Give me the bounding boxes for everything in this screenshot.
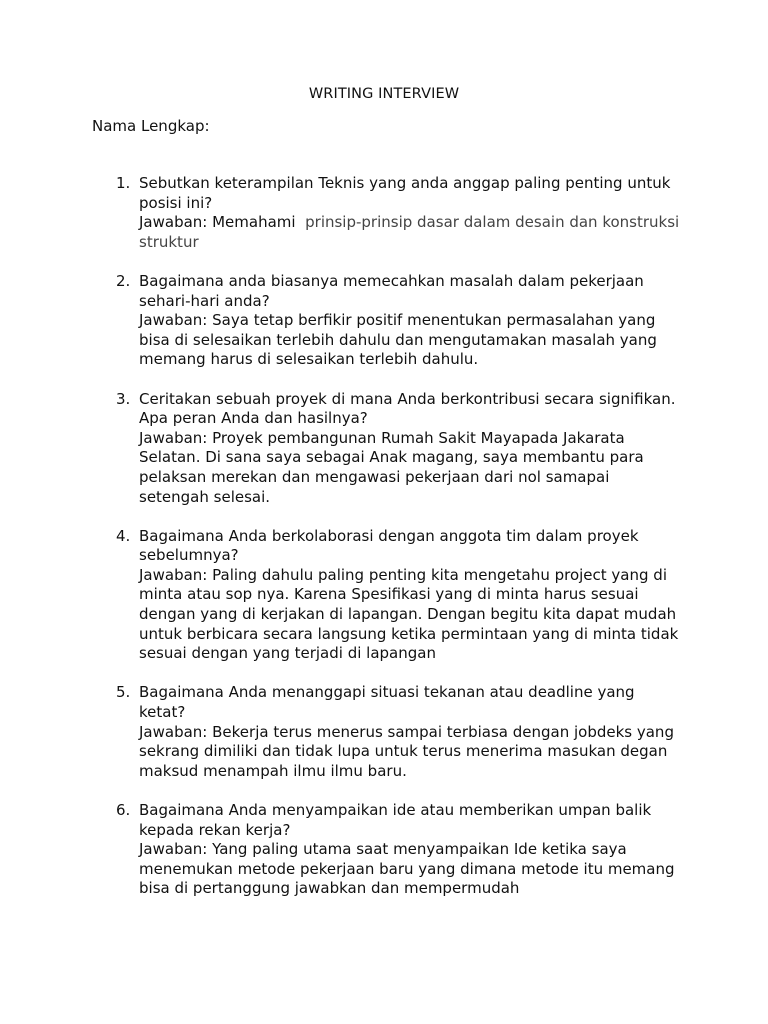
document-title: WRITING INTERVIEW	[308, 86, 460, 102]
answer-text: Saya tetap berfikir positif menentukan permasalahan yang bisa di selesaikan terlebih dahulu dan mengutamakan masalah yang memang harus di selesaikan terlebih dahulu.	[139, 311, 657, 369]
answer-label: Jawaban:	[139, 565, 208, 584]
question-text: Sebutkan keterampilan Teknis yang anda anggap paling penting untuk posisi ini?	[139, 174, 671, 212]
question-number: 2.	[116, 271, 131, 290]
question-item	[112, 272, 682, 370]
question-text: Bagaimana Anda berkolaborasi dengan anggota tim dalam proyek sebelumnya?	[139, 526, 639, 565]
answer-label: Jawaban:	[139, 428, 208, 447]
answer-label: Jawaban: Memahami	[139, 213, 296, 232]
answer-text: Yang paling utama saat menyampaikan Ide ketika saya menemukan metode pekerjaan baru yang dimana metode itu memang bisa di pertanggung jawabkan dan mempermudah	[139, 840, 675, 898]
answer-text: prinsip-prinsip dasar dalam desain dan konstruksi struktur	[139, 213, 680, 251]
question-number: 4.	[116, 526, 131, 545]
question-text: Bagaimana Anda menyampaikan ide atau memberikan umpan balik kepada rekan kerja?	[139, 801, 652, 839]
question-item	[112, 801, 682, 899]
answer-label: Jawaban:	[139, 311, 208, 330]
answer-label: Jawaban:	[139, 840, 208, 859]
question-number: 3.	[116, 389, 131, 408]
answer-text: Bekerja terus menerus sampai terbiasa dengan jobdeks yang sekrang dimiliki dan tidak lupa untuk terus menerima masukan degan maksud menampah ilmu ilmu baru.	[139, 722, 674, 780]
question-item	[112, 683, 682, 781]
question-item	[112, 174, 682, 252]
question-number: 1.	[116, 174, 131, 192]
answer-text: Paling dahulu paling penting kita mengetahu project yang di minta atau sop nya. Karena Spesifikasi yang di minta harus sesuai dengan yang di kerjakan di lapangan. Dengan begitu kita dapat mudah untuk berbicara secara langsung ketika permintaan yang di minta tidak sesuai dengan yang terjadi di lapangan	[139, 565, 679, 663]
answer-label: Jawaban:	[139, 722, 208, 741]
question-item	[112, 390, 682, 508]
question-text: Ceritakan sebuah proyek di mana Anda berkontribusi secara signifikan. Apa peran Anda dan hasilnya?	[139, 389, 676, 428]
question-item	[112, 527, 682, 664]
answer-text: Proyek pembangunan Rumah Sakit Mayapada Jakarata Selatan. Di sana saya sebagai Anak magang, saya membantu para pelaksan merekan dan mengawasi pekerjaan dari nol samapai setengah selesai.	[139, 428, 644, 506]
question-text: Bagaimana Anda menanggapi situasi tekanan atau deadline yang ketat?	[139, 683, 635, 722]
full-name-label: Nama Lengkap:	[92, 117, 210, 135]
question-number: 6.	[116, 801, 131, 819]
question-list	[112, 174, 682, 919]
question-text: Bagaimana anda biasanya memecahkan masalah dalam pekerjaan sehari-hari anda?	[139, 271, 644, 310]
question-number: 5.	[116, 683, 131, 702]
